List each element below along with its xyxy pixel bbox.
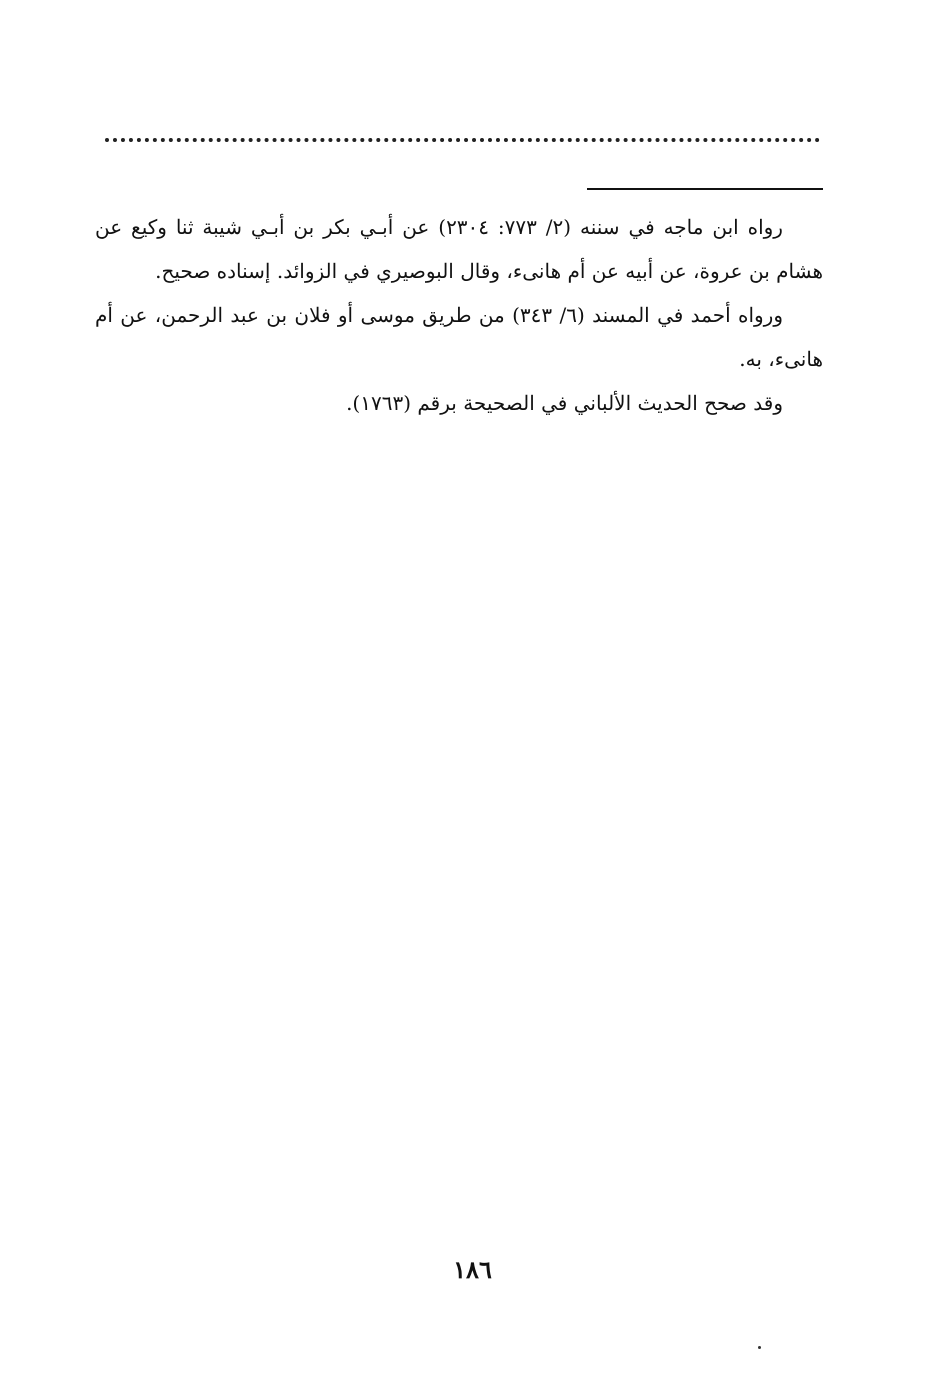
footnote-paragraph-1: رواه ابن ماجه في سننه (٢/ ٧٧٣: ٢٣٠٤) عن أبـي بكر بن أبـي شيبة ثنا وكيع عن هشام بن عروة، عن أبيه عن أم هانىء، وقال البوصيري في الزوائد. إسناده صحيح. <box>95 215 823 283</box>
footnote-paragraph-2: ورواه أحمد في المسند (٦/ ٣٤٣) من طريق موسى أو فلان بن عبد الرحمن، عن أم هانىء، به. <box>95 303 823 371</box>
footnote-separator <box>587 188 823 190</box>
page-number: ١٨٦ <box>453 1255 492 1284</box>
footnote-paragraph-3: وقد صحح الحديث الألباني في الصحيحة برقم (١٧٦٣). <box>346 391 783 415</box>
scan-speck <box>758 1346 761 1349</box>
dotted-divider <box>105 138 820 142</box>
footnotes <box>95 205 823 425</box>
